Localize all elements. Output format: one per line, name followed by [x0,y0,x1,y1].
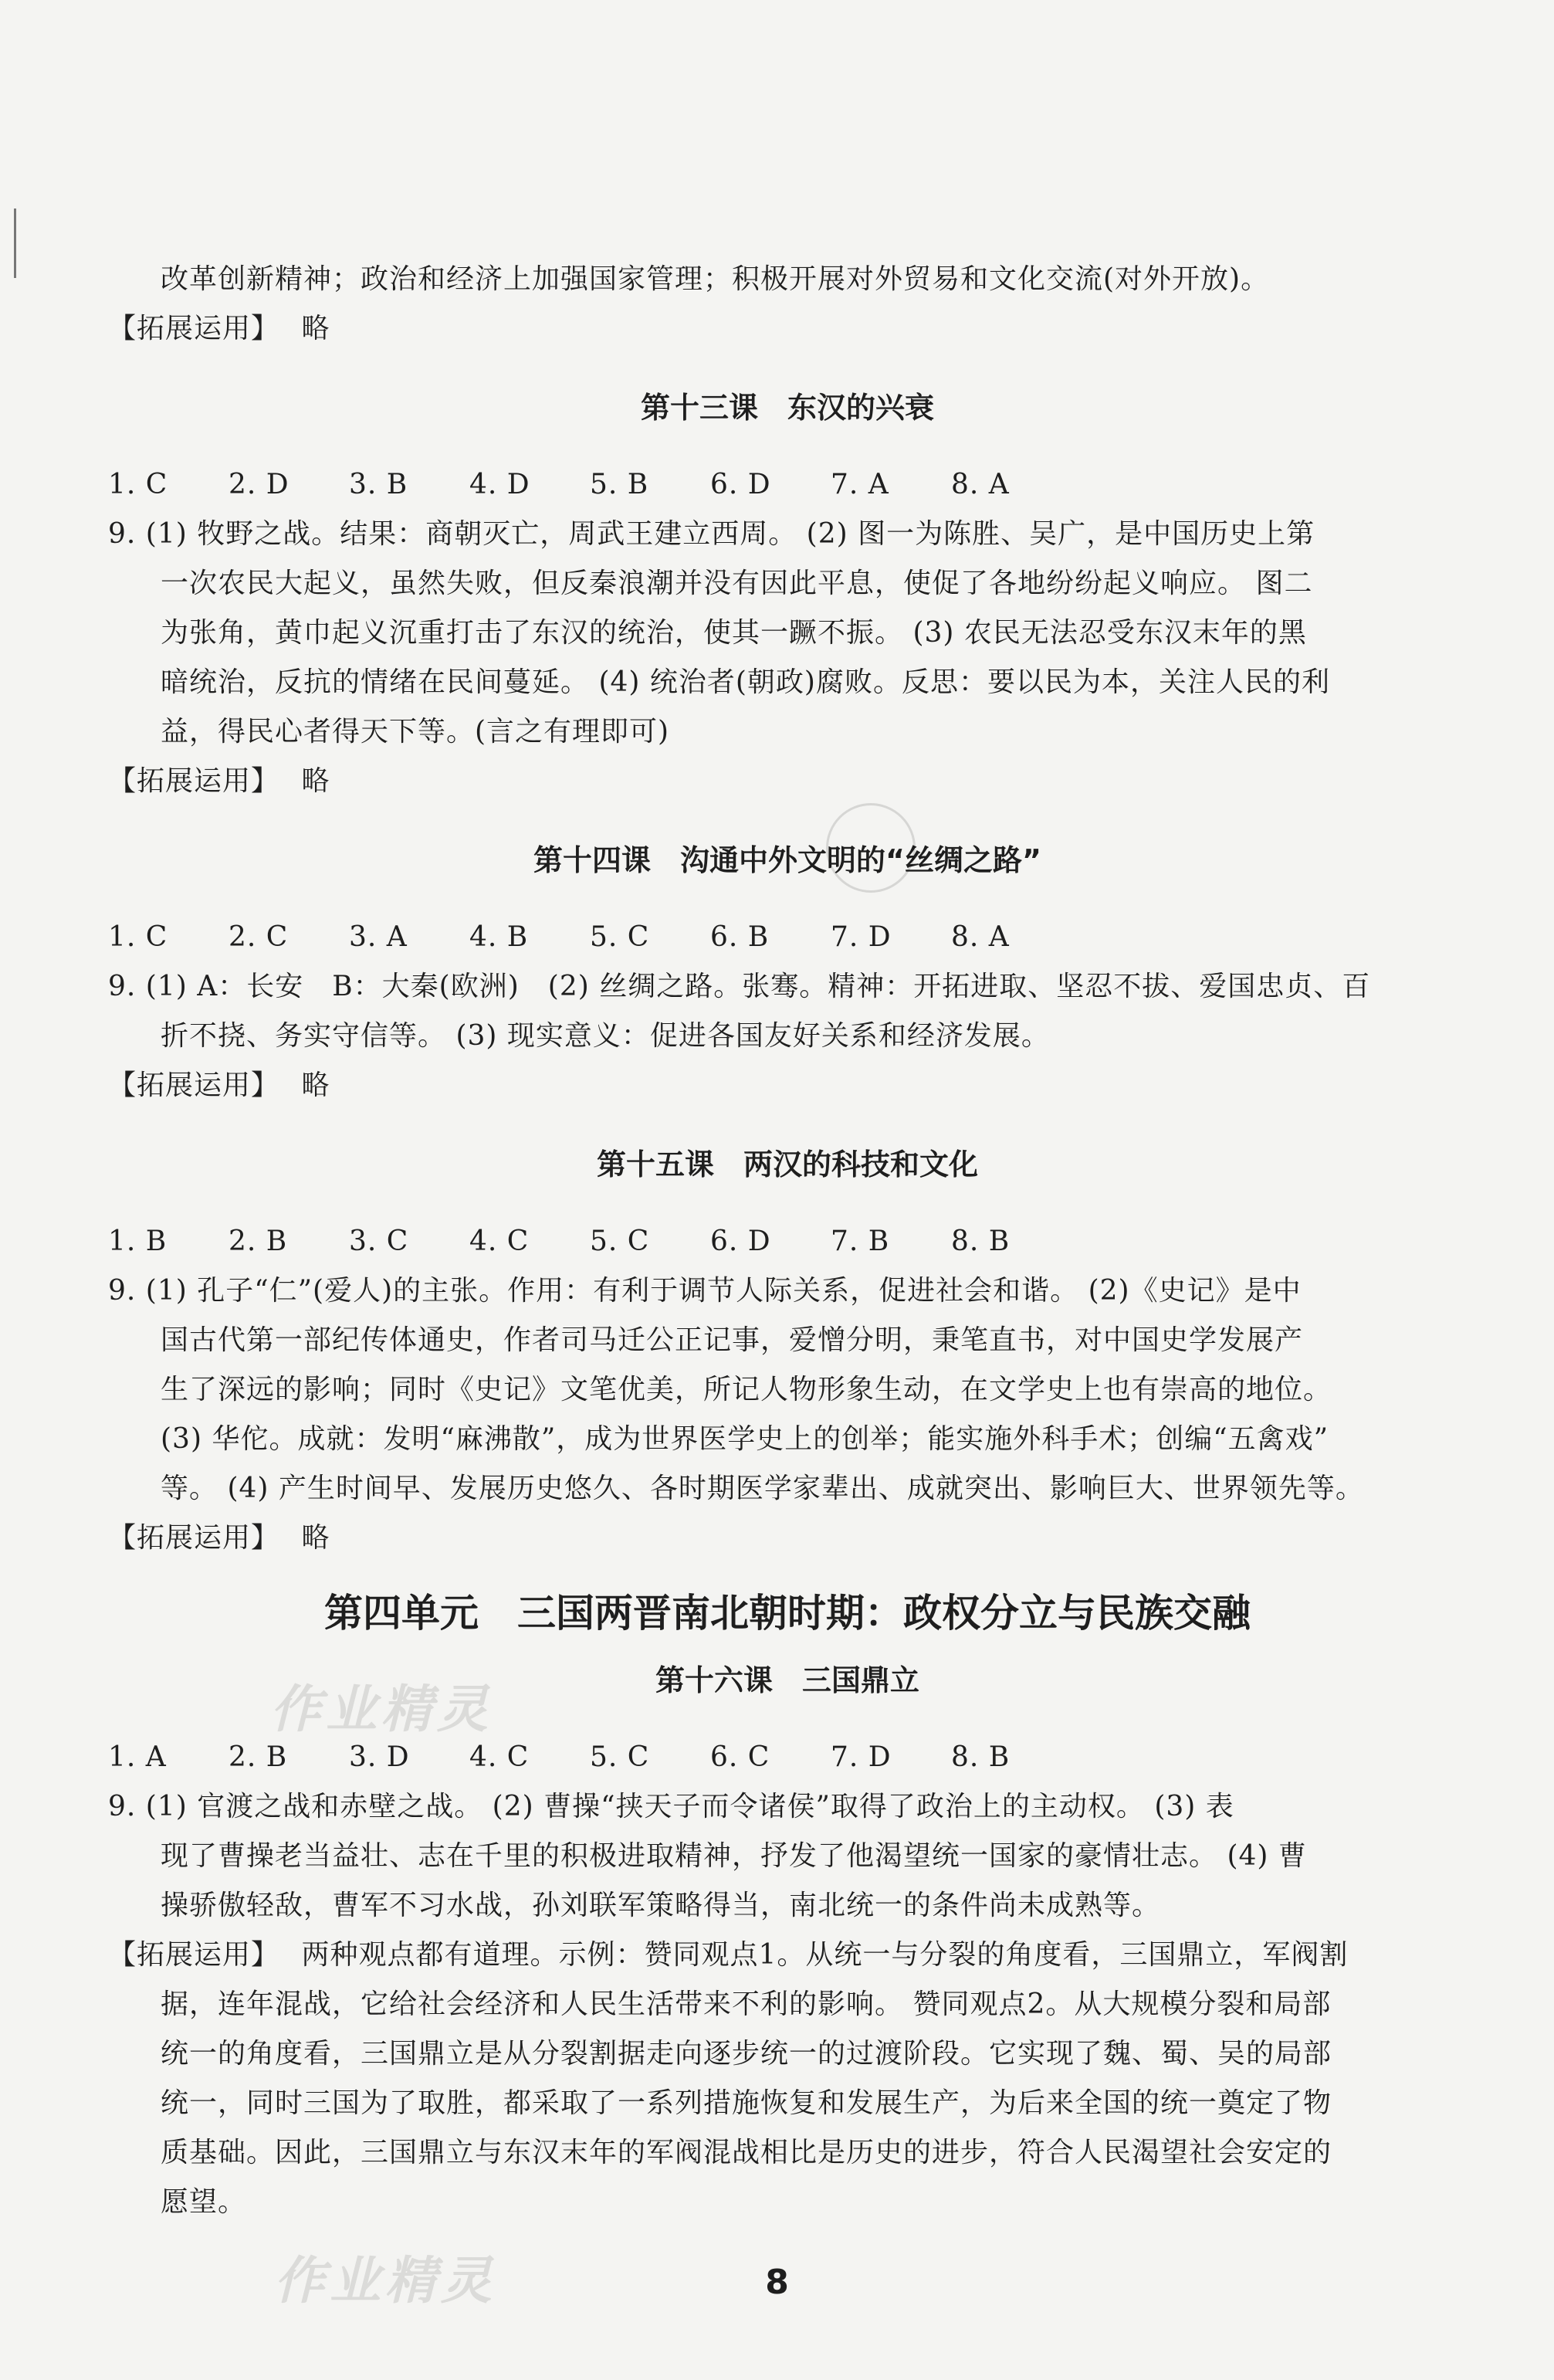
choice-answer: 7. D [831,1741,892,1773]
faint-stamp-mark [826,803,916,893]
lesson-13-q9-line: 为张角，黄巾起义沉重打击了东汉的统治，使其一蹶不振。 (3) 农民无法忍受东汉末年的黑 [161,617,1307,649]
watermark-text: 作业精灵 [274,2251,496,2310]
lesson-15-q9-line: 生了深远的影响；同时《史记》文笔优美，所记人物形象生动，在文学史上也有崇高的地位。 [161,1374,1332,1405]
watermark-text: 作业精灵 [270,1680,493,1739]
lesson-15-choices [108,1217,1467,1266]
choice-answer: 2. C [229,921,289,953]
extension-row [108,1061,1467,1110]
choice-answer: 3. A [349,921,408,953]
lesson-13-q9-line: 9. (1) 牧野之战。结果：商朝灭亡，周武王建立西周。 (2) 图一为陈胜、吴广，是中国历史上第 [108,518,1315,550]
choice-answer: 7. B [831,1226,890,1257]
extension-row [108,1514,1467,1563]
lesson-15-q9-line: (3) 华佗。成就：发明“麻沸散”，成为世界医学史上的创举；能实施外科手术；创编“五禽戏” [161,1423,1329,1455]
choice-answer: 3. D [349,1741,410,1773]
extension-text: 略 [301,313,330,344]
lesson-14-title: 第十四课 沟通中外文明的“丝绸之路” [533,843,1041,877]
choice-answer: 6. D [710,1226,771,1257]
lesson-13-q9-line: 益，得民心者得天下等。(言之有理即可) [161,716,670,748]
unit-4-title: 第四单元 三国两晋南北朝时期：政权分立与民族交融 [324,1591,1251,1636]
lesson-14-q9-line: 9. (1) A：长安 B：大秦(欧洲) (2) 丝绸之路。张骞。精神：开拓进取、坚忍不拔、爱国忠贞、百 [108,971,1371,1002]
choice-answer: 6. D [710,469,771,500]
extension-row [108,757,1467,806]
lesson-16-ext-line: 愿望。 [161,2186,247,2218]
lesson-16-q9-line: 现了曹操老当益壮、志在千里的积极进取精神，抒发了他渴望统一国家的豪情壮志。 (4) 曹 [161,1840,1307,1872]
lesson-14-q9-line: 折不挠、务实守信等。 (3) 现实意义：促进各国友好关系和经济发展。 [161,1020,1050,1052]
choice-answer: 8. B [951,1226,1011,1257]
lesson-14-choices [108,913,1467,962]
lesson-16-q9-line: 操骄傲轻敌，曹军不习水战，孙刘联军策略得当，南北统一的条件尚未成熟等。 [161,1890,1161,1921]
lesson-15-q9-line: 9. (1) 孔子“仁”(爱人)的主张。作用：有利于调节人际关系，促进社会和谐。 (2)《史记》是中 [108,1275,1302,1307]
choice-answer: 3. C [349,1226,409,1257]
choice-answer: 6. B [710,921,770,953]
extension-label: 【拓展运用】 [108,313,280,344]
lesson-16-ext-line: 统一，同时三国为了取胜，都采取了一系列措施恢复和发展生产，为后来全国的统一奠定了物 [161,2087,1332,2119]
lesson-16-ext-line: 据，连年混战，它给社会经济和人民生活带来不利的影响。 赞同观点2。从大规模分裂和局部 [161,1988,1332,2020]
choice-answer: 6. C [710,1741,770,1773]
lesson-13-title: 第十三课 东汉的兴衰 [640,391,934,425]
choice-answer: 2. B [229,1226,288,1257]
extension-label: 【拓展运用】 [108,1939,280,1971]
choice-answer: 8. B [951,1741,1011,1773]
choice-answer: 7. D [831,921,892,953]
choice-answer: 1. B [108,1226,168,1257]
lesson-13-choices [108,460,1467,510]
lesson-16-ext-line: 统一的角度看，三国鼎立是从分裂割据走向逐步统一的过渡阶段。它实现了魏、蜀、吴的局部 [161,2038,1332,2070]
extension-text: 略 [301,1522,330,1554]
choice-answer: 5. C [590,1226,650,1257]
lesson-16-ext-line: 质基础。因此，三国鼎立与东汉末年的军阀混战相比是历史的进步，符合人民渴望社会安定的 [161,2137,1332,2168]
choice-answer: 4. C [469,1741,530,1773]
choice-answer: 4. C [469,1226,530,1257]
continuation-text: 改革创新精神；政治和经济上加强国家管理；积极开展对外贸易和文化交流(对外开放)。 [161,263,1270,295]
choice-answer: 5. C [590,1741,650,1773]
extension-row [108,1931,1467,1980]
lesson-16-q9-line: 9. (1) 官渡之战和赤壁之战。 (2) 曹操“挟天子而令诸侯”取得了政治上的主动权。 (3) 表 [108,1791,1234,1822]
lesson-13-q9-line: 一次农民大起义，虽然失败，但反秦浪潮并没有因此平息，使促了各地纷纷起义响应。 图二 [161,568,1313,599]
lesson-15-title: 第十五课 两汉的科技和文化 [596,1148,978,1182]
choice-answer: 1. A [108,1741,167,1773]
choice-answer: 8. A [951,921,1010,953]
choice-answer: 8. A [951,469,1010,500]
extension-label: 【拓展运用】 [108,1522,280,1554]
choice-answer: 1. C [108,469,168,500]
lesson-15-q9-line: 等。 (4) 产生时间早、发展历史悠久、各时期医学家辈出、成就突出、影响巨大、世界领先等。 [161,1473,1364,1504]
lesson-16-title: 第十六课 三国鼎立 [655,1663,919,1697]
choice-answer: 2. B [229,1741,288,1773]
lesson-13-q9-line: 暗统治，反抗的情绪在民间蔓延。 (4) 统治者(朝政)腐败。反思：要以民为本，关注人民的利 [161,666,1330,698]
page-edge-line [14,209,16,278]
lesson-15-q9-line: 国古代第一部纪传体通史，作者司马迁公正记事，爱憎分明，秉笔直书，对中国史学发展产 [161,1324,1304,1356]
extension-label: 【拓展运用】 [108,1070,280,1101]
choice-answer: 3. B [349,469,408,500]
choice-answer: 4. B [469,921,529,953]
choice-answer: 5. C [590,921,650,953]
extension-text: 略 [301,765,330,797]
extension-label: 【拓展运用】 [108,765,280,797]
extension-text: 两种观点都有道理。示例：赞同观点1。从统一与分裂的角度看，三国鼎立，军阀割 [301,1939,1349,1971]
choice-answer: 5. B [590,469,649,500]
answer-content [108,255,1467,2227]
extension-text: 略 [301,1070,330,1101]
page-number: 8 [765,2263,789,2302]
choice-answer: 1. C [108,921,168,953]
choice-answer: 7. A [831,469,889,500]
choice-answer: 2. D [229,469,289,500]
extension-row [108,304,1467,354]
choice-answer: 4. D [469,469,530,500]
